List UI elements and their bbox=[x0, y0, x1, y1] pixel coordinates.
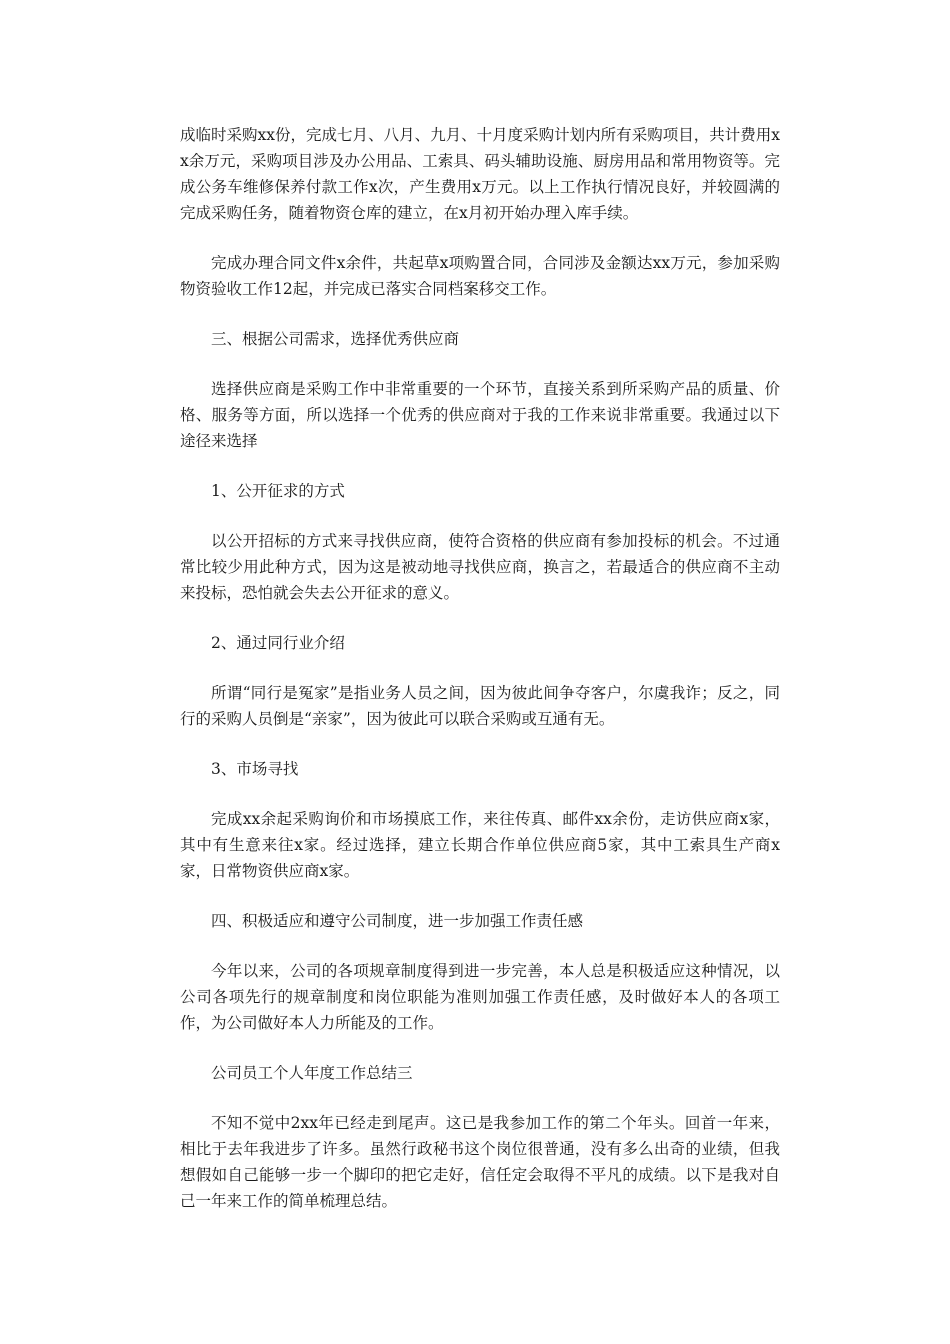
subheading-public-solicitation: 1、公开征求的方式 bbox=[211, 482, 345, 500]
paragraph-contracts: 完成办理合同文件x余件，共起草x项购置合同，合同涉及金额达xx万元，参加采购物资验收工作12起，并完成已落实合同档案移交工作。 bbox=[180, 254, 780, 298]
paragraph-company-rules: 今年以来，公司的各项规章制度得到进一步完善，本人总是积极适应这种情况，以公司各项先行的规章制度和岗位职能为准则加强工作责任感，及时做好本人的各项工作，为公司做好本人力所能及的工作。 bbox=[180, 962, 780, 1032]
paragraph-year-review: 不知不觉中2xx年已经走到尾声。这已是我参加工作的第二个年头。回首一年来，相比于去年我进步了许多。虽然行政秘书这个岗位很普通，没有多么出奇的业绩，但我想假如自己能够一步一个脚印的把它走好，信任定会取得不平凡的成绩。以下是我对自己一年来工作的简单梳理总结。 bbox=[180, 1114, 780, 1210]
paragraph-supplier-selection: 选择供应商是采购工作中非常重要的一个环节，直接关系到所采购产品的质量、价格、服务等方面，所以选择一个优秀的供应商对于我的工作来说非常重要。我通过以下途径来选择 bbox=[180, 380, 780, 450]
section-heading-summary-three: 公司员工个人年度工作总结三 bbox=[211, 1064, 413, 1082]
paragraph-market-search: 完成xx余起采购询价和市场摸底工作，来往传真、邮件xx余份，走访供应商x家，其中有生意来往x家。经过选择，建立长期合作单位供应商5家，其中工索具生产商x家，日常物资供应商x家。 bbox=[180, 810, 780, 880]
paragraph-procurement-summary: 成临时采购xx份，完成七月、八月、九月、十月度采购计划内所有采购项目，共计费用xx余万元，采购项目涉及办公用品、工索具、码头辅助设施、厨房用品和常用物资等。完成公务车维修保养付款工作x次，产生费用x万元。以上工作执行情况良好，并较圆满的完成采购任务，随着物资仓库的建立，在x月初开始办理入库手续。 bbox=[180, 126, 780, 222]
paragraph-public-solicitation: 以公开招标的方式来寻找供应商，使符合资格的供应商有参加投标的机会。不过通常比较少用此种方式，因为这是被动地寻找供应商，换言之，若最适合的供应商不主动来投标，恐怕就会失去公开征求的意义。 bbox=[180, 532, 780, 602]
section-heading-suppliers: 三、根据公司需求，选择优秀供应商 bbox=[211, 330, 460, 348]
document-body bbox=[180, 122, 780, 1238]
paragraph-industry-referral: 所谓“同行是冤家”是指业务人员之间，因为彼此间争夺客户，尔虞我诈；反之，同行的采购人员倒是“亲家”，因为彼此可以联合采购或互通有无。 bbox=[180, 684, 780, 728]
subheading-industry-referral: 2、通过同行业介绍 bbox=[211, 634, 345, 652]
section-heading-company-rules: 四、积极适应和遵守公司制度，进一步加强工作责任感 bbox=[211, 912, 584, 930]
subheading-market-search: 3、市场寻找 bbox=[211, 760, 299, 778]
